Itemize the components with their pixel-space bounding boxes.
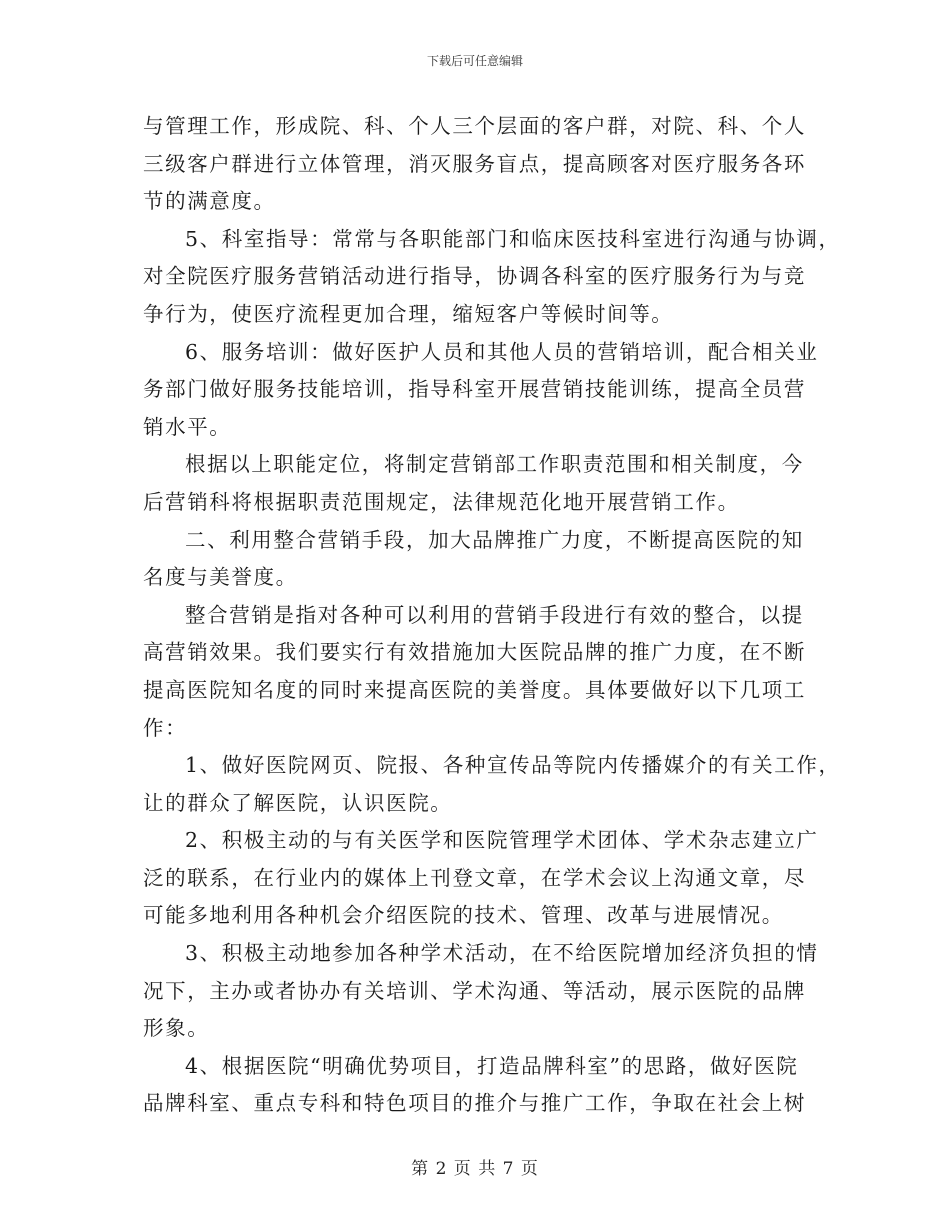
text-line: 务部门做好服务技能培训，指导科室开展营销技能训练，提高全员营 (143, 377, 806, 402)
text-line: 对全院医疗服务营销活动进行指导，协调各科室的医疗服务行为与竞 (143, 264, 806, 289)
text-line: 泛的联系，在行业内的媒体上刊登文章，在学术会议上沟通文章，尽 (143, 865, 806, 890)
text-line: 5、科室指导：常常与各职能部门和临床医技科室进行沟通与协调， (185, 226, 841, 251)
text-line: 后营销科将根据职责范围规定，法律规范化地开展营销工作。 (143, 489, 740, 514)
text-line: 高营销效果。我们要实行有效措施加大医院品牌的推广力度，在不断 (143, 640, 806, 665)
text-line: 品牌科室、重点专科和特色项目的推介与推广工作，争取在社会上树 (143, 1091, 806, 1116)
text-line: 提高医院知名度的同时来提高医院的美誉度。具体要做好以下几项工 (143, 677, 806, 702)
text-line: 根据以上职能定位，将制定营销部工作职责范围和相关制度，今 (185, 452, 804, 477)
text-line: 三级客户群进行立体管理，消灭服务盲点，提高顾客对医疗服务各环 (143, 151, 806, 176)
text-line: 二、利用整合营销手段，加大品牌推广力度，不断提高医院的知 (185, 527, 804, 552)
text-line: 让的群众了解医院，认识医院。 (143, 790, 453, 815)
document-body (143, 108, 841, 1123)
text-line: 与管理工作，形成院、科、个人三个层面的客户群，对院、科、个人 (143, 114, 806, 138)
text-line: 名度与美誉度。 (143, 565, 298, 590)
text-line: 节的满意度。 (143, 189, 276, 214)
page-number-footer: 第 2 页 共 7 页 (411, 1159, 539, 1179)
text-line: 形象。 (143, 1016, 210, 1041)
text-line: 2、积极主动的与有关医学和医院管理学术团体、学术杂志建立广 (185, 828, 819, 853)
text-line: 争行为，使医疗流程更加合理，缩短客户等候时间等。 (143, 301, 674, 326)
text-line: 4、根据医院“明确优势项目，打造品牌科室”的思路，做好医院 (185, 1053, 799, 1078)
page-header: 下载后可任意编辑 (426, 54, 523, 68)
text-line: 作： (143, 715, 188, 740)
text-line: 3、积极主动地参加各种学术活动，在不给医院增加经济负担的情 (185, 941, 819, 966)
text-line: 6、服务培训：做好医护人员和其他人员的营销培训，配合相关业 (185, 339, 819, 364)
text-line: 1、做好医院网页、院报、各种宣传品等院内传播媒介的有关工作， (185, 753, 841, 778)
text-line: 况下，主办或者协办有关培训、学术沟通、等活动，展示医院的品牌 (143, 978, 806, 1003)
text-line: 整合营销是指对各种可以利用的营销手段进行有效的整合，以提 (185, 602, 804, 627)
text-line: 可能多地利用各种机会介绍医院的技术、管理、改革与进展情况。 (143, 903, 784, 928)
text-line: 销水平。 (143, 414, 232, 439)
